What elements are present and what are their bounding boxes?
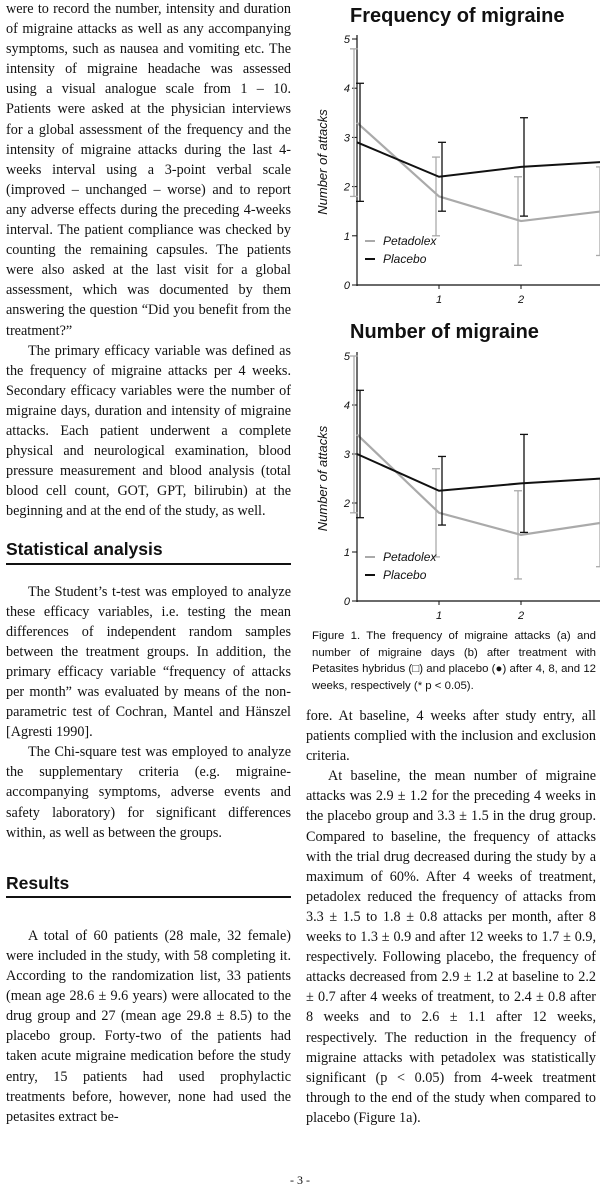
x-tick-label: 1 xyxy=(435,610,443,622)
page-number: - 3 - xyxy=(290,1173,310,1187)
legend-label: Petadolex xyxy=(383,550,437,564)
body-paragraph: The primary efficacy variable was defined as the frequency of migraine attacks per 4 weeks. Secondary efficacy variables were the number of migraine days, duration and intensity of migraine attacks. Each patient underwent a complete physical and neurological examination, blood pressure measurement and blood analysis (total blood cell count, GOT, GPT, bilirubin) at the beginning and at the end of the study, as well. xyxy=(6,342,291,520)
left-column xyxy=(6,0,291,1127)
series-line-placebo xyxy=(357,454,600,491)
y-tick-label: 5 xyxy=(343,34,350,46)
body-paragraph: fore. At baseline, 4 weeks after study entry, all patients complied with the inclusion and exclusion criteria. xyxy=(306,708,596,765)
body-paragraph: At baseline, the mean number of migraine attacks was 2.9 ± 1.2 for the preceding 4 weeks in the placebo group and 3.3 ± 1.5 in the drug group. Compared to baseline, the frequency of attacks with the trial drug decreased during the study by a maximum of 60%. After 4 weeks of treatment, petadolex reduced the frequency of attacks from 3.3 ± 1.5 to 1.8 ± 0.8 attacks per month, after 8 weeks to 1.3 ± 0.9 and after 12 weeks to 1.7 ± 0.9, respectively. Following placebo, the frequency of attacks decreased from 2.9 ± 1.2 at baseline to 2.2 ± 0.7 after 4 weeks of treatment, to 2.4 ± 0.8 after 8 weeks and to 2.6 ± 1.1 after 12 weeks, respectively. The reduction in the frequency of migraine attacks with petadolex was statistically significant (p < 0.05) from 4-week treatment through to the end of the study when compared to placebo (Figure 1a). xyxy=(306,768,596,1126)
section-heading-statistical-analysis: Statistical analysis xyxy=(6,539,291,564)
x-tick-label: 2 xyxy=(517,610,525,622)
y-tick-label: 4 xyxy=(343,83,350,96)
body-paragraph: The Chi-square test was employed to analyze the supplementary criteria (e.g. migraine-accompanying symptoms, adverse events and safety laboratory) for significant differences within, as well as between the groups. xyxy=(6,744,291,841)
y-tick-label: 5 xyxy=(343,351,350,363)
y-tick-label: 3 xyxy=(343,449,350,461)
series-line-placebo xyxy=(357,142,600,176)
figure-caption: Figure 1. The frequency of migraine attacks (a) and number of migraine days (b) after treatment with Petasites hybridus (□) and placebo (●) after 4, 8, and 12 weeks, respectively (* p < 0.05). xyxy=(312,630,596,692)
y-tick-label: 3 xyxy=(343,132,350,145)
y-axis-label: Number of attacks xyxy=(315,109,330,215)
y-tick-label: 1 xyxy=(343,547,350,559)
series-line-petadolex xyxy=(357,434,600,534)
body-paragraph: The Student’s t-test was employed to analyze these efficacy variables, i.e. testing the mean differences of independent random samples between the treatment groups. In addition, the primary efficacy variable “frequency of attacks per month” was evaluated by means of the non-parametric test of Cochran, Mantel and Hänszel [Agresti 1990]. xyxy=(6,583,291,741)
y-tick-label: 2 xyxy=(343,181,350,194)
y-tick-label: 0 xyxy=(343,596,350,608)
frequency-of-migraine-chart xyxy=(300,0,600,318)
y-tick-label: 0 xyxy=(343,280,350,292)
x-tick-label: 1 xyxy=(435,294,443,306)
right-column xyxy=(306,706,596,1128)
x-tick-label: 2 xyxy=(517,294,525,306)
y-tick-label: 4 xyxy=(343,400,350,412)
section-heading-results: Results xyxy=(6,873,291,898)
y-tick-label: 2 xyxy=(343,498,350,510)
y-axis-label: Number of attacks xyxy=(315,425,330,532)
legend-label: Petadolex xyxy=(383,234,437,248)
legend-label: Placebo xyxy=(383,568,427,582)
chart-title: Frequency of migraine xyxy=(350,5,565,27)
y-tick-label: 1 xyxy=(343,230,350,243)
body-paragraph: A total of 60 patients (28 male, 32 female) were included in the study, with 58 completing it. According to the randomization list, 33 patients (mean age 28.6 ± 9.6 years) were allocated to the drug group and 27 (mean age 29.8 ± 8.5) to the placebo group. Forty-two of the patients had taken acute migraine medication before the study entry, 15 patients had used prophylactic treatments before, however, none had used the petasites extract be- xyxy=(6,927,291,1125)
legend-label: Placebo xyxy=(383,252,427,266)
chart-title: Number of migraine xyxy=(350,321,539,343)
body-paragraph: were to record the number, intensity and duration of migraine attacks as well as any accompanying symptoms, such as nausea and vomiting etc. The intensity of migraine headache was assessed using a visual analogue scale from 1 – 10. Patients were asked at the physician interviews for a global assessment of the frequency and the intensity of migraine attacks during the last 4-weeks interval using a 3-point verbal scale (improved – unchanged – worse) and to report any adverse effects during the preceding 4-weeks interval. The patient compliance was checked by counting the remaining capsules. The patients were also asked at the last visit for a global assessment, which was documented by them answering the question “Did you benefit from the treatment?” xyxy=(6,1,291,339)
number-of-migraine-chart xyxy=(300,316,600,628)
